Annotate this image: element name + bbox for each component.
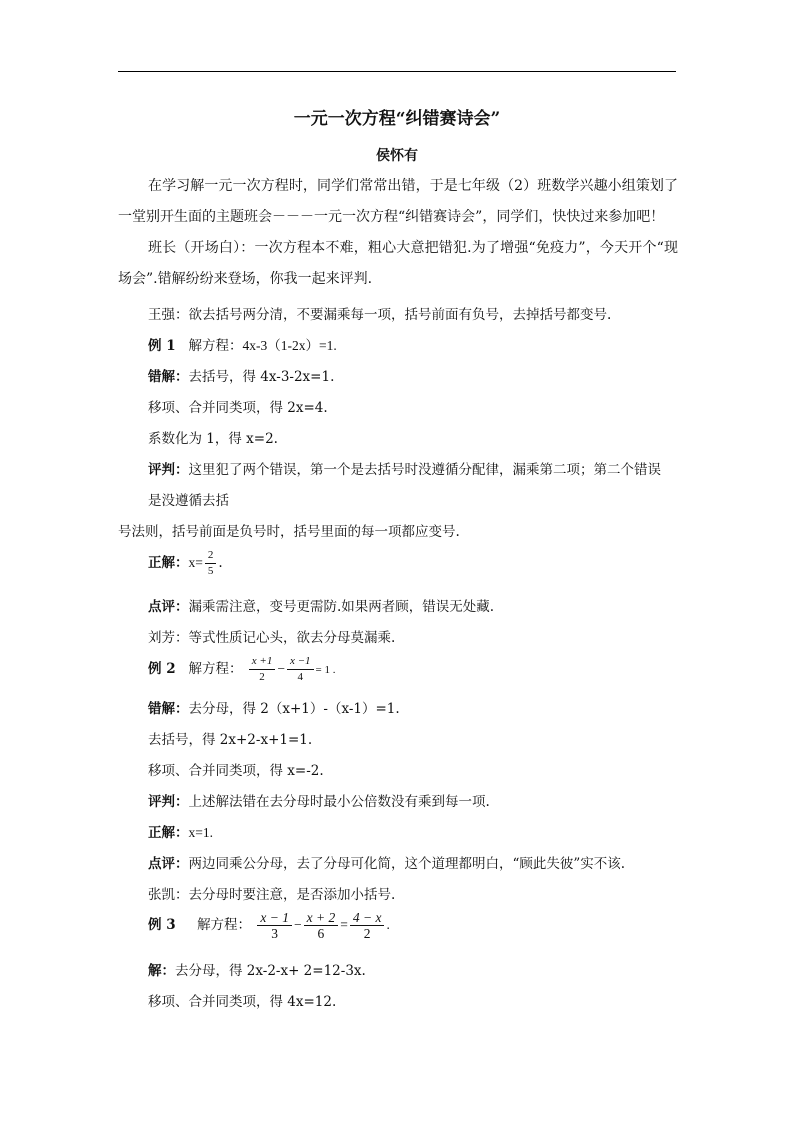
example-1-step3: 系数化为 1，得 x=2. — [148, 431, 278, 447]
example-1-problem — [148, 334, 337, 354]
example-1-text: 解方程：4x-3（1-2x）=1. — [188, 338, 337, 353]
example-1-correct: 正解：x= $\frac{2}{5}$ . — [148, 549, 223, 577]
comment-label: 评判： — [148, 794, 189, 810]
fraction-2 — [304, 910, 339, 941]
minus-sign: − — [293, 917, 302, 932]
example-1-wrong — [148, 365, 334, 385]
fraction-1-num: x − 1 — [257, 910, 292, 926]
correct-prefix: x= — [188, 555, 203, 570]
equals-sign: = — [340, 917, 348, 932]
example-2-step3: 移项、合并同类项，得 x=-2. — [148, 763, 324, 779]
comment-text: 上述解法错在去分母时最小公倍数没有乘到每一项. — [188, 794, 490, 810]
example-2-step2: 去括号，得 2x+2-x+1=1. — [148, 732, 313, 748]
note-text: 两边同乘公分母，去了分母可化简，这个道理都明白，“顾此失彼”实不该. — [188, 856, 626, 872]
example-1-comment-b: 是没遵循去括 — [148, 493, 229, 509]
example-2-note — [148, 852, 625, 872]
fraction-2-num: x −1 — [287, 654, 314, 670]
example-2-label: 例 2 — [148, 661, 176, 677]
fraction-2-den: 6 — [317, 926, 325, 941]
minus-sign: − — [277, 661, 285, 676]
note-label: 点评： — [148, 599, 189, 615]
example-1-comment-c: 号法则，括号前面是负号时，括号里面的每一项都应变号. — [118, 524, 460, 540]
wrong-text: 去括号，得 4x-3-2x=1. — [188, 369, 335, 385]
comment-text-a: 这里犯了两个错误，第一个是去括号时没遵循分配律，漏乘第二项；第二个错误 — [188, 462, 661, 478]
correct-label: 正解： — [148, 555, 189, 571]
wrong-label: 错解： — [148, 701, 189, 717]
fraction-3 — [350, 910, 385, 941]
fraction-1 — [257, 910, 292, 941]
example-1-comment — [148, 458, 661, 478]
example-1-label: 例 1 — [148, 338, 176, 354]
fraction-numerator: 2 — [205, 548, 217, 564]
fraction-1-den: 2 — [259, 671, 265, 683]
article-title: 一元一次方程“纠错赛诗会” — [293, 109, 501, 129]
example-3-solution — [148, 959, 366, 979]
example-1-note — [148, 595, 494, 615]
article-author: 侯怀有 — [376, 148, 418, 164]
fraction-two-fifths — [205, 548, 217, 579]
example-3-problem — [148, 910, 390, 941]
wrong-label: 错解： — [148, 369, 189, 385]
fraction-2-den: 4 — [297, 671, 303, 683]
example-3-prefix: 解方程： — [197, 917, 252, 933]
fraction-1-den: 3 — [271, 926, 279, 941]
fraction-2-num: x + 2 — [304, 910, 339, 926]
wrong-text: 去分母，得 2（x+1）-（x-1）=1. — [188, 701, 400, 717]
fraction-denominator: 5 — [207, 565, 214, 577]
note-label: 点评： — [148, 856, 189, 872]
period: . — [386, 917, 390, 932]
fraction-3-den: 2 — [363, 926, 371, 941]
equation-rhs: = 1 . — [315, 664, 336, 676]
monitor-paragraph: 班长（开场白）：一次方程本不难，粗心大意把错犯.为了增强“免疫力”，今天开个“现场会”.错解纷纷来登场，你我一起来评判. — [118, 240, 678, 287]
example-2-prefix: 解方程： — [188, 661, 243, 677]
header-rule — [118, 71, 676, 72]
example-2-comment — [148, 790, 490, 810]
comment-label: 评判： — [148, 462, 189, 478]
example-2-wrong — [148, 697, 400, 717]
intro-paragraph: 在学习解一元一次方程时，同学们常常出错，于是七年级（2）班数学兴趣小组策划了一堂别开生面的主题班会－－－一元一次方程“纠错赛诗会”，同学们，快快过来参加吧！ — [118, 178, 678, 225]
solution-label: 解： — [148, 963, 175, 979]
example-1-step2: 移项、合并同类项，得 2x=4. — [148, 400, 328, 416]
fraction-1-num: x +1 — [249, 654, 276, 670]
wangqiang-line: 王强：欲去括号两分清，不要漏乘每一项，括号前面有负号，去掉括号都变号. — [148, 307, 612, 323]
zhangkai-line: 张凯：去分母时要注意，是否添加小括号. — [148, 887, 396, 903]
correct-text: x=1. — [188, 825, 213, 840]
solution-text: 去分母，得 2x-2-x+ 2=12-3x. — [175, 963, 366, 979]
note-text: 漏乘需注意，变号更需防.如果两者顾，错误无处藏. — [188, 599, 495, 615]
fraction-3-num: 4 − x — [350, 910, 385, 926]
fraction-1 — [249, 654, 276, 685]
example-2-correct — [148, 821, 213, 841]
fraction-2 — [287, 654, 314, 685]
correct-label: 正解： — [148, 825, 189, 841]
liufang-line: 刘芳：等式性质记心头，欲去分母莫漏乘. — [148, 630, 396, 646]
example-3-step2: 移项、合并同类项，得 4x=12. — [148, 994, 337, 1010]
example-2-problem — [148, 654, 335, 685]
example-3-label: 例 3 — [148, 917, 176, 933]
